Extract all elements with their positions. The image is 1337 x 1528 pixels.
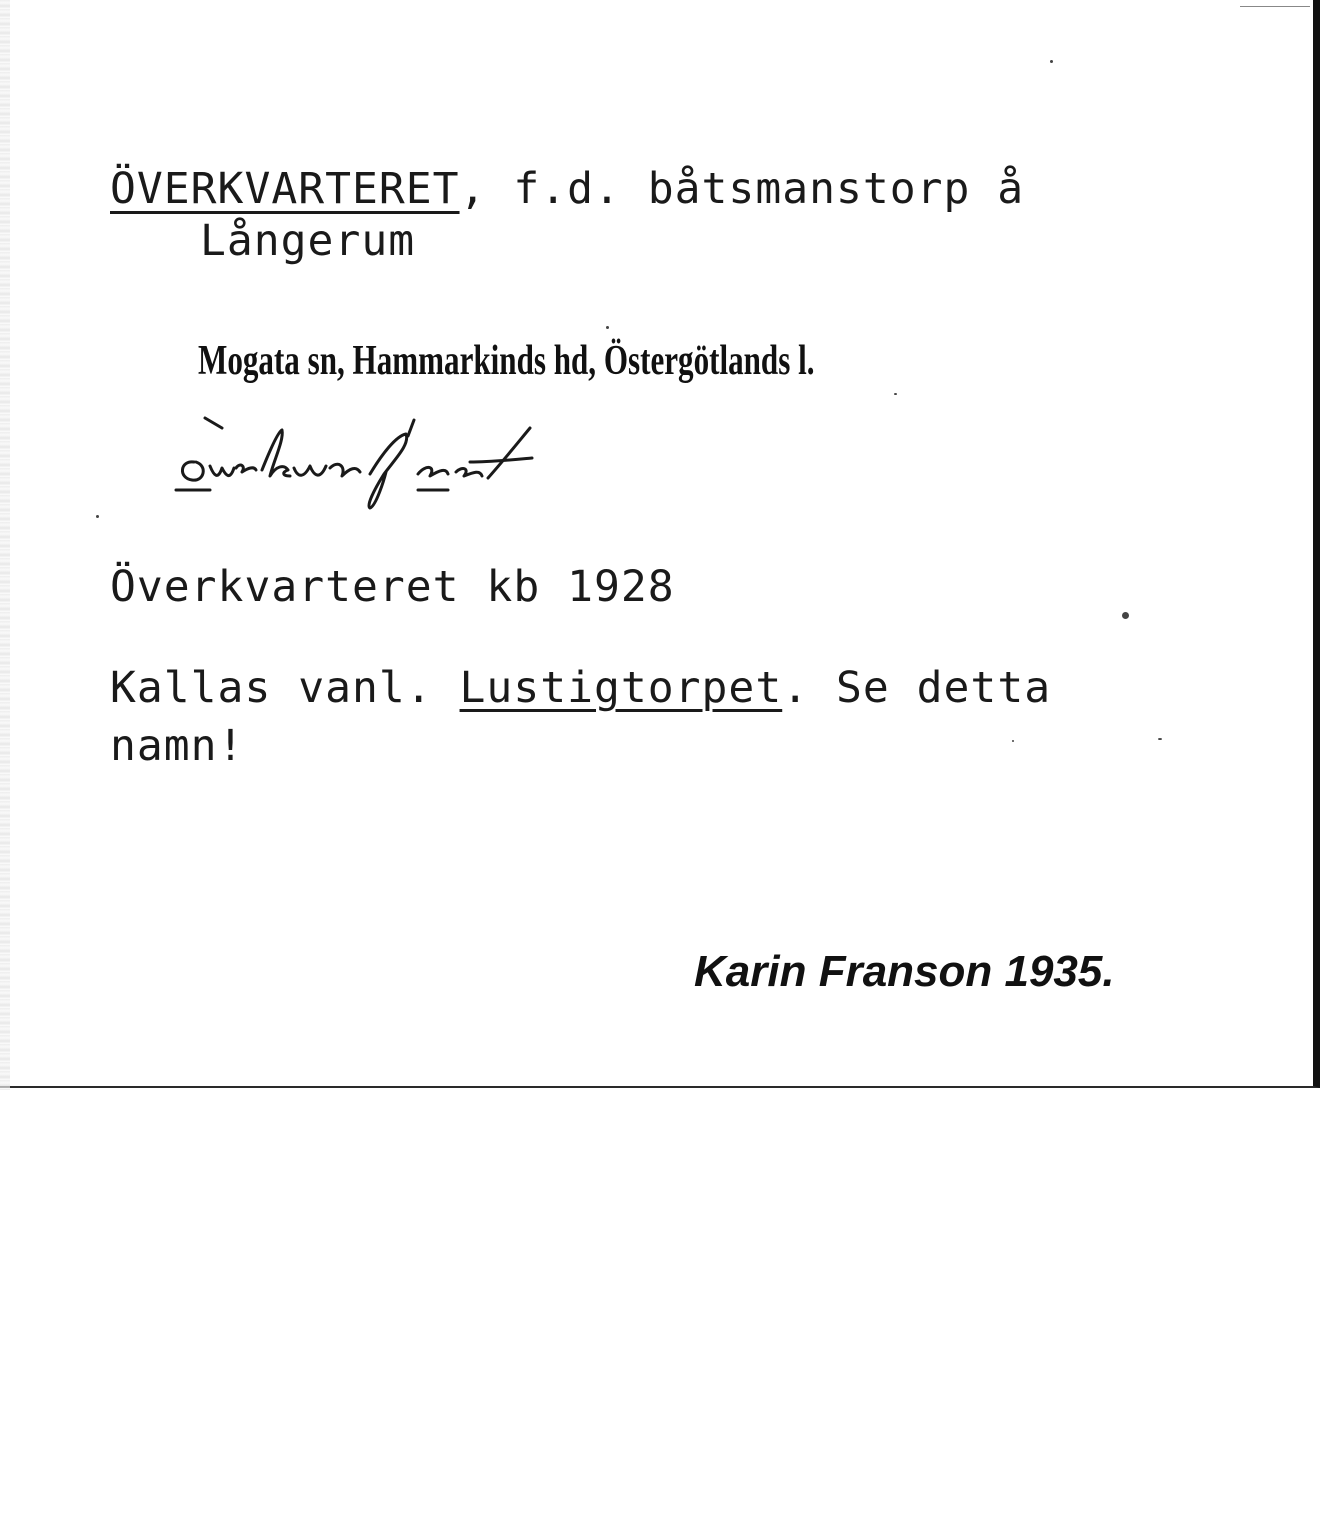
location-line-2: Långerum: [200, 216, 416, 266]
headword: ÖVERKVARTERET: [110, 164, 460, 214]
note-prefix: Kallas vanl.: [110, 663, 460, 713]
cross-reference-link: Lustigtorpet: [459, 663, 783, 713]
scan-edge-top: [1240, 6, 1310, 7]
collector-signature: Karin Franson 1935.: [694, 947, 1115, 996]
speck: [606, 326, 609, 329]
speck: [1122, 612, 1129, 619]
note-suffix: . Se detta: [782, 663, 1052, 713]
speck: [1158, 738, 1162, 740]
speck: [1050, 60, 1053, 63]
definition: , f.d. båtsmanstorp å: [459, 164, 1025, 214]
handwritten-pronunciation: [170, 410, 550, 520]
note-line: [110, 663, 1052, 713]
note-line-2: namn!: [110, 721, 245, 771]
card-heading-line: [110, 164, 1025, 214]
speck: [96, 515, 99, 518]
source-line: Överkvarteret kb 1928: [110, 562, 675, 612]
speck: [1012, 740, 1014, 742]
scan-edge-left: [0, 0, 10, 1090]
parish-stamp: Mogata sn, Hammarkinds hd, Östergötlands l.: [198, 338, 815, 384]
speck: [894, 393, 897, 395]
